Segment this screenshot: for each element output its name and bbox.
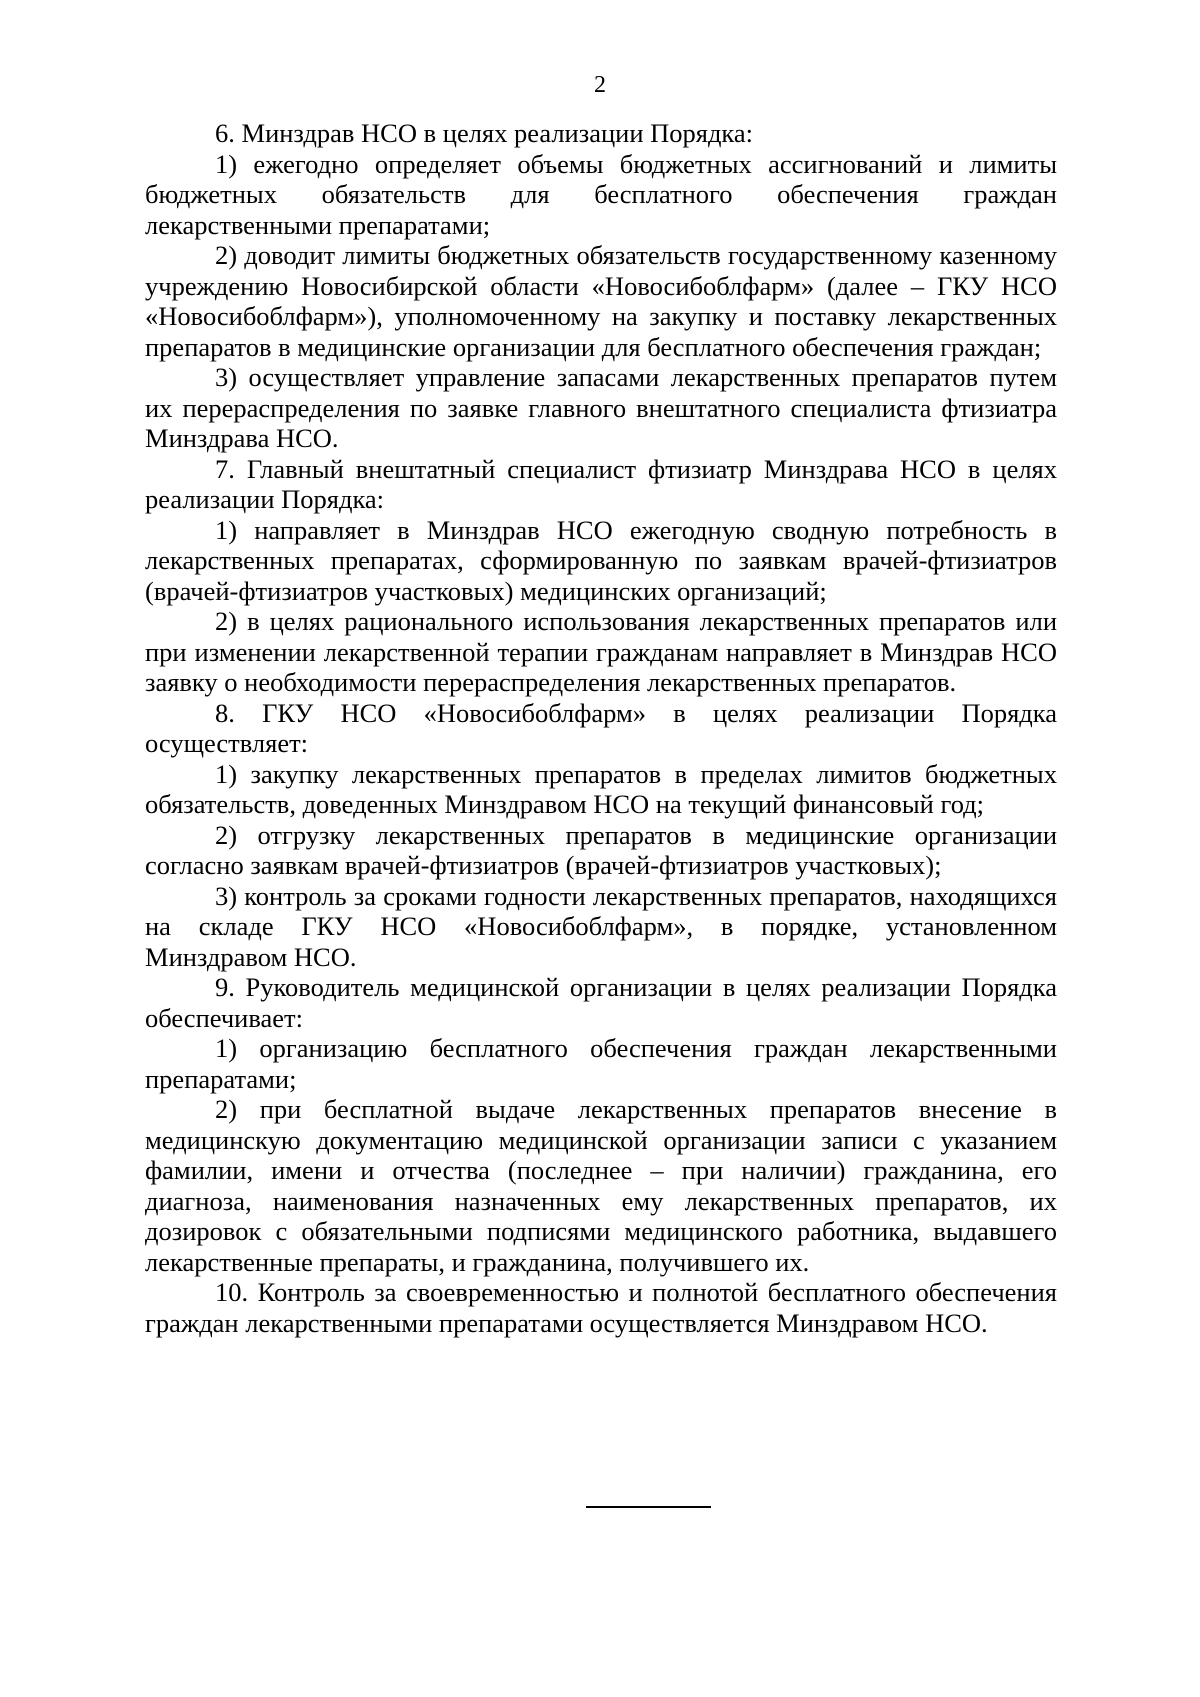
paragraph-section-7: 7. Главный внештатный специалист фтизиатр Минздрава НСО в целях реализации Порядка:: [145, 453, 1057, 514]
paragraph-7-item-1: 1) направляет в Минздрав НСО ежегодную сводную потребность в лекарственных препаратах, сформированную по заявкам врачей-фтизиатров (врачей-фтизиатров участковых) медицинских организаций;: [145, 514, 1057, 606]
paragraph-9-item-1: 1) организацию бесплатного обеспечения граждан лекарственными препаратами;: [145, 1033, 1057, 1094]
paragraph-6-item-3: 3) осуществляет управление запасами лекарственных препаратов путем их перераспределения по заявке главного внештатного специалиста фтизиатра Минздрава НСО.: [145, 362, 1057, 453]
paragraph-section-8: 8. ГКУ НСО «Новосибоблфарм» в целях реализации Порядка осуществляет:: [145, 697, 1057, 758]
paragraph-7-item-2: 2) в целях рационального использования лекарственных препаратов или при изменении лекарственной терапии гражданам направляет в Минздрав НСО заявку о необходимости перераспределения лекарственных препаратов.: [145, 606, 1057, 697]
paragraph-6-item-1: 1) ежегодно определяет объемы бюджетных ассигнований и лимиты бюджетных обязательств для бесплатного обеспечения граждан лекарственными препаратами;: [145, 148, 1057, 240]
paragraph-8-item-3: 3) контроль за сроками годности лекарственных препаратов, находящихся на складе ГКУ НСО «Новосибоблфарм», в порядке, установленном Минздравом НСО.: [145, 880, 1057, 972]
paragraph-section-9: 9. Руководитель медицинской организации в целях реализации Порядка обеспечивает:: [145, 972, 1057, 1033]
paragraph-8-item-1: 1) закупку лекарственных препаратов в пределах лимитов бюджетных обязательств, доведенных Минздравом НСО на текущий финансовый год;: [145, 758, 1057, 819]
end-of-document-rule: [586, 1506, 711, 1508]
document-body: [145, 118, 1057, 1338]
paragraph-9-item-2: 2) при бесплатной выдаче лекарственных препаратов внесение в медицинскую документацию медицинской организации записи с указанием фамилии, имени и отчества (последнее – при наличии) гражданина, его диагноза, наименования назначенных ему лекарственных препаратов, их дозировок с обязательными подписями медицинского работника, выдавшего лекарственные препараты, и гражданина, получившего их.: [145, 1094, 1057, 1277]
paragraph-6-item-2: 2) доводит лимиты бюджетных обязательств государственному казенному учреждению Новосибирской области «Новосибоблфарм» (далее – ГКУ НСО «Новосибоблфарм»), уполномоченному на закупку и поставку лекарственных препаратов в медицинские организации для бесплатного обеспечения граждан;: [145, 240, 1057, 362]
paragraph-8-item-2: 2) отгрузку лекарственных препаратов в медицинские организации согласно заявкам врачей-фтизиатров (врачей-фтизиатров участковых);: [145, 819, 1057, 880]
paragraph-section-10: 10. Контроль за своевременностью и полнотой бесплатного обеспечения граждан лекарственными препаратами осуществляется Минздравом НСО.: [145, 1277, 1057, 1338]
paragraph-section-6: 6. Минздрав НСО в целях реализации Порядка:: [215, 118, 754, 148]
page-number: 2: [594, 72, 606, 98]
